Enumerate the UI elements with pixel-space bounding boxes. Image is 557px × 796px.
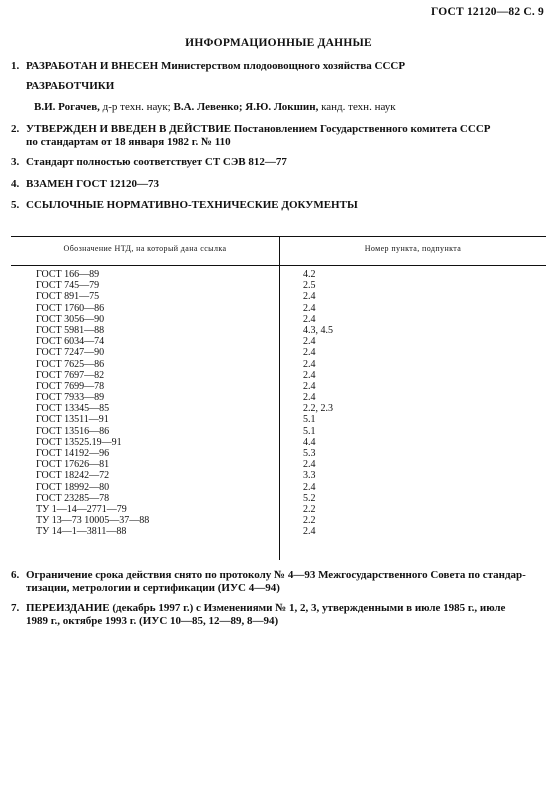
table-header-ref: Номер пункта, подпункта	[364, 244, 462, 253]
table-cell-ref: 2.4	[303, 302, 316, 314]
table-cell-doc: ГОСТ 7933—89	[36, 392, 105, 404]
table-cell-ref: 2.4	[303, 481, 316, 493]
item-7-text: ПЕРЕИЗДАНИЕ (декабрь 1997 г.) с Изменениями № 1, 2, 3, утвержденными в июле 1985 г., июле	[26, 602, 506, 614]
table-cell-ref: 5.3	[303, 448, 316, 459]
developers-list	[34, 101, 396, 114]
item-3-text: Стандарт полностью соответствует СТ СЭВ 812—77	[26, 156, 287, 168]
table-cell-doc: ГОСТ 5981—88	[36, 324, 105, 336]
table-cell-doc: ГОСТ 6034—74	[36, 336, 105, 348]
table-cell-ref: 2.4	[303, 313, 316, 325]
item-number: 6.	[11, 569, 20, 581]
references-table	[11, 236, 546, 560]
item-7	[11, 602, 546, 628]
item-5	[11, 199, 546, 212]
table-ref-column	[303, 269, 333, 538]
item-4-text: ВЗАМЕН ГОСТ 12120—73	[26, 178, 160, 190]
developer-title: д-р техн. наук;	[99, 101, 174, 113]
table-cell-ref: 2.2	[303, 515, 316, 527]
item-6-text: Ограничение срока действия снято по протоколу № 4—93 Межгосударственного Совета по стандар-	[26, 569, 526, 581]
table-doc-column	[36, 269, 149, 538]
item-3	[11, 156, 546, 169]
table-header-doc: Обозначение НТД, на который дана ссылка	[63, 244, 227, 253]
table-cell-doc: ГОСТ 166—89	[36, 269, 100, 280]
table-cell-ref: 2.4	[303, 336, 316, 348]
table-cell-ref: 2.4	[303, 392, 316, 404]
item-6	[11, 569, 546, 595]
table-cell-ref: 3.3	[303, 470, 316, 482]
item-2-text-line2: по стандартам от 18 января 1982 г. № 110	[26, 136, 231, 148]
page-title: ИНФОРМАЦИОННЫЕ ДАННЫЕ	[185, 37, 372, 49]
table-cell-doc: ГОСТ 18242—72	[36, 470, 110, 482]
table-cell-ref: 2.5	[303, 280, 316, 292]
item-number: 2.	[11, 123, 20, 135]
developers-heading: РАЗРАБОТЧИКИ	[26, 80, 115, 92]
table-cell-doc: ТУ 14—1—3811—88	[36, 526, 127, 538]
table-cell-doc: ГОСТ 13525.19—91	[36, 436, 122, 448]
item-number: 4.	[11, 178, 20, 190]
table-cell-doc: ГОСТ 7697—82	[36, 369, 105, 381]
table-cell-ref: 5.1	[303, 425, 316, 437]
item-number: 5.	[11, 199, 20, 211]
table-cell-doc: ГОСТ 1760—86	[36, 302, 105, 314]
table-cell-ref: 2.4	[303, 358, 316, 370]
table-cell-doc: ГОСТ 23285—78	[36, 492, 110, 504]
item-7-text-line2: 1989 г., октябре 1993 г. (ИУС 10—85, 12—89, 8—94)	[26, 615, 279, 627]
table-cell-ref: 2.4	[303, 459, 316, 471]
table-cell-ref: 5.2	[303, 492, 316, 504]
table-cell-ref: 5.1	[303, 414, 316, 426]
item-number: 7.	[11, 602, 20, 614]
table-cell-doc: ГОСТ 7625—86	[36, 358, 105, 370]
table-cell-ref: 2.4	[303, 526, 316, 538]
item-number: 3.	[11, 156, 20, 168]
item-2-text: Постановлением Государственного комитета СССР	[231, 123, 491, 135]
item-number: 1.	[11, 60, 20, 72]
table-cell-doc: ГОСТ 7247—90	[36, 347, 105, 359]
table-cell-ref: 4.2	[303, 269, 316, 280]
developer-title: канд. техн. наук	[318, 101, 396, 113]
item-1-text: Министерством плодоовощного хозяйства СССР	[158, 60, 406, 72]
table-cell-doc: ГОСТ 745—79	[36, 280, 100, 292]
item-6-text-line2: тизации, метрологии и сертификации (ИУС 4—94)	[26, 582, 280, 594]
table-cell-ref: 2.2	[303, 503, 316, 515]
table-cell-doc: ГОСТ 13511—91	[36, 414, 109, 426]
table-cell-doc: ГОСТ 14192—96	[36, 448, 110, 459]
item-1-lead: РАЗРАБОТАН И ВНЕСЕН	[26, 60, 159, 72]
developer-name: В.И. Рогачев,	[34, 101, 100, 113]
table-cell-doc: ГОСТ 7699—78	[36, 380, 105, 392]
item-2-lead: УТВЕРЖДЕН И ВВЕДЕН В ДЕЙСТВИЕ	[26, 123, 232, 135]
item-1	[11, 60, 546, 73]
table-cell-doc: ГОСТ 18992—80	[36, 481, 110, 493]
table-cell-ref: 4.4	[303, 436, 316, 448]
table-cell-ref: 2.2, 2.3	[303, 403, 333, 415]
table-cell-doc: ГОСТ 891—75	[36, 291, 100, 303]
item-4	[11, 178, 546, 191]
table-cell-ref: 2.4	[303, 369, 316, 381]
table-cell-ref: 2.4	[303, 347, 316, 359]
table-cell-doc: ГОСТ 17626—81	[36, 459, 110, 471]
item-2	[11, 123, 546, 149]
table-cell-doc: ТУ 1—14—2771—79	[36, 503, 127, 515]
table-cell-doc: ГОСТ 13345—85	[36, 403, 110, 415]
table-cell-doc: ТУ 13—73 10005—37—88	[36, 515, 150, 527]
page-header: ГОСТ 12120—82 С. 9	[431, 6, 544, 18]
table-cell-ref: 2.4	[303, 380, 316, 392]
table-column-divider	[279, 236, 280, 560]
table-cell-doc: ГОСТ 13516—86	[36, 425, 110, 437]
developer-name: В.А. Левенко; Я.Ю. Локшин,	[173, 101, 319, 113]
table-cell-doc: ГОСТ 3056—90	[36, 313, 105, 325]
table-cell-ref: 2.4	[303, 291, 316, 303]
item-5-text: ССЫЛОЧНЫЕ НОРМАТИВНО-ТЕХНИЧЕСКИЕ ДОКУМЕНТЫ	[26, 199, 358, 211]
table-cell-ref: 4.3, 4.5	[303, 324, 333, 336]
